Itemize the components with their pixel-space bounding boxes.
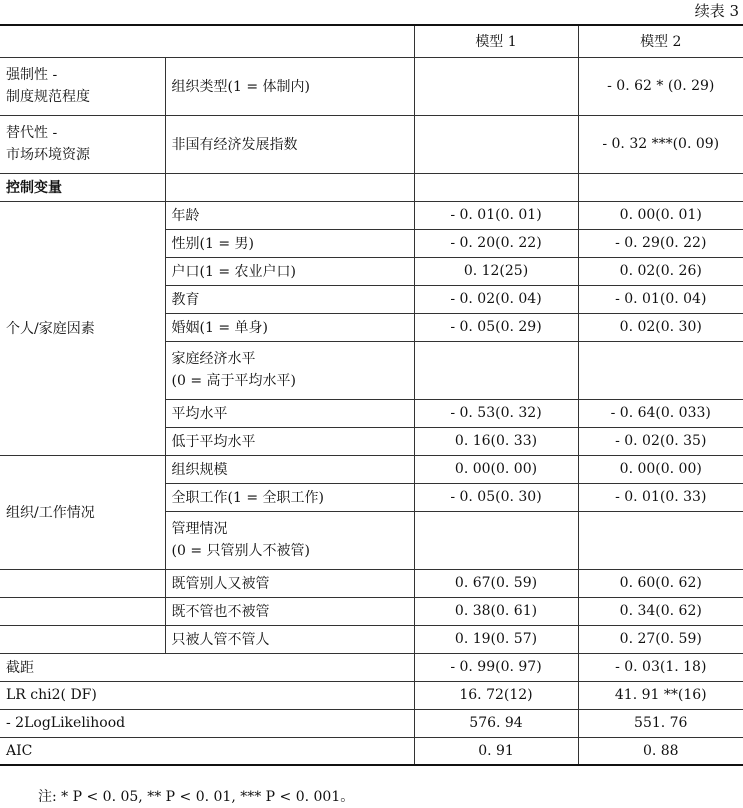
- model1-cell: 0. 91: [414, 737, 578, 765]
- table-note: 注: * P < 0. 05, ** P < 0. 01, *** P < 0. 001。: [38, 789, 355, 805]
- table-row: [0, 455, 743, 483]
- header-model1: 模型 1: [414, 25, 578, 57]
- empty-cell: [0, 625, 165, 653]
- stat-label: AIC: [0, 737, 414, 765]
- model1-cell: - 0. 05(0. 29): [414, 313, 578, 341]
- stat-label: 截距: [0, 653, 414, 681]
- model1-cell: [414, 57, 578, 115]
- variable-cell: 既不管也不被管: [165, 597, 414, 625]
- variable-cell: 全职工作(1 = 全职工作): [165, 483, 414, 511]
- table-row: [0, 737, 743, 765]
- model2-cell: 0. 02(0. 26): [578, 257, 743, 285]
- regression-table: [0, 24, 743, 766]
- model1-cell: - 0. 05(0. 30): [414, 483, 578, 511]
- table-row: [0, 569, 743, 597]
- model1-cell: 0. 19(0. 57): [414, 625, 578, 653]
- table-row: [0, 115, 743, 173]
- table-row: [0, 653, 743, 681]
- model2-cell: 551. 76: [578, 709, 743, 737]
- model2-cell: - 0. 02(0. 35): [578, 427, 743, 455]
- table-row: [0, 709, 743, 737]
- model2-cell: 0. 00(0. 01): [578, 201, 743, 229]
- variable-cell: 家庭经济水平 (0 = 高于平均水平): [165, 341, 414, 399]
- header-row: [0, 25, 743, 57]
- continued-label: 续表 3: [694, 2, 739, 20]
- table-row: [0, 201, 743, 229]
- model2-cell: - 0. 01(0. 04): [578, 285, 743, 313]
- empty-cell: [414, 173, 578, 201]
- table-row: [0, 173, 743, 201]
- model1-cell: - 0. 01(0. 01): [414, 201, 578, 229]
- model2-cell: 0. 00(0. 00): [578, 455, 743, 483]
- empty-cell: [0, 569, 165, 597]
- model2-cell: - 0. 62 * (0. 29): [578, 57, 743, 115]
- variable-cell: 婚姻(1 = 单身): [165, 313, 414, 341]
- model1-cell: 16. 72(12): [414, 681, 578, 709]
- model2-cell: 0. 34(0. 62): [578, 597, 743, 625]
- stat-label: - 2LogLikelihood: [0, 709, 414, 737]
- variable-cell: 组织类型(1 = 体制内): [165, 57, 414, 115]
- empty-cell: [0, 597, 165, 625]
- variable-cell: 只被人管不管人: [165, 625, 414, 653]
- model2-cell: [578, 341, 743, 399]
- model2-cell: - 0. 03(1. 18): [578, 653, 743, 681]
- model1-cell: 0. 12(25): [414, 257, 578, 285]
- variable-cell: 低于平均水平: [165, 427, 414, 455]
- group-cell: 个人/家庭因素: [0, 201, 165, 455]
- category-cell: 替代性 - 市场环境资源: [0, 115, 165, 173]
- header-model2: 模型 2: [578, 25, 743, 57]
- group-cell: 组织/工作情况: [0, 455, 165, 569]
- model1-cell: 576. 94: [414, 709, 578, 737]
- model1-cell: - 0. 99(0. 97): [414, 653, 578, 681]
- table-row: [0, 625, 743, 653]
- model1-cell: 0. 38(0. 61): [414, 597, 578, 625]
- model1-cell: - 0. 02(0. 04): [414, 285, 578, 313]
- model2-cell: 0. 02(0. 30): [578, 313, 743, 341]
- table-row: [0, 681, 743, 709]
- controls-label: 控制变量: [0, 173, 165, 201]
- empty-cell: [165, 173, 414, 201]
- variable-cell: 性别(1 = 男): [165, 229, 414, 257]
- model1-cell: 0. 00(0. 00): [414, 455, 578, 483]
- model2-cell: - 0. 29(0. 22): [578, 229, 743, 257]
- variable-cell: 非国有经济发展指数: [165, 115, 414, 173]
- model2-cell: - 0. 32 ***(0. 09): [578, 115, 743, 173]
- model1-cell: - 0. 20(0. 22): [414, 229, 578, 257]
- model1-cell: 0. 67(0. 59): [414, 569, 578, 597]
- model2-cell: 0. 60(0. 62): [578, 569, 743, 597]
- model1-cell: [414, 341, 578, 399]
- variable-cell: 年龄: [165, 201, 414, 229]
- model1-cell: [414, 115, 578, 173]
- model1-cell: [414, 511, 578, 569]
- table-row: [0, 57, 743, 115]
- variable-cell: 平均水平: [165, 399, 414, 427]
- stat-label: LR chi2( DF): [0, 681, 414, 709]
- model1-cell: - 0. 53(0. 32): [414, 399, 578, 427]
- model2-cell: - 0. 64(0. 033): [578, 399, 743, 427]
- variable-cell: 教育: [165, 285, 414, 313]
- model2-cell: [578, 511, 743, 569]
- header-blank: [0, 25, 414, 57]
- variable-cell: 组织规模: [165, 455, 414, 483]
- model2-cell: 0. 88: [578, 737, 743, 765]
- empty-cell: [578, 173, 743, 201]
- model1-cell: 0. 16(0. 33): [414, 427, 578, 455]
- model2-cell: 0. 27(0. 59): [578, 625, 743, 653]
- model2-cell: 41. 91 **(16): [578, 681, 743, 709]
- variable-cell: 户口(1 = 农业户口): [165, 257, 414, 285]
- model2-cell: - 0. 01(0. 33): [578, 483, 743, 511]
- variable-cell: 既管别人又被管: [165, 569, 414, 597]
- table-row: [0, 597, 743, 625]
- category-cell: 强制性 - 制度规范程度: [0, 57, 165, 115]
- variable-cell: 管理情况 (0 = 只管别人不被管): [165, 511, 414, 569]
